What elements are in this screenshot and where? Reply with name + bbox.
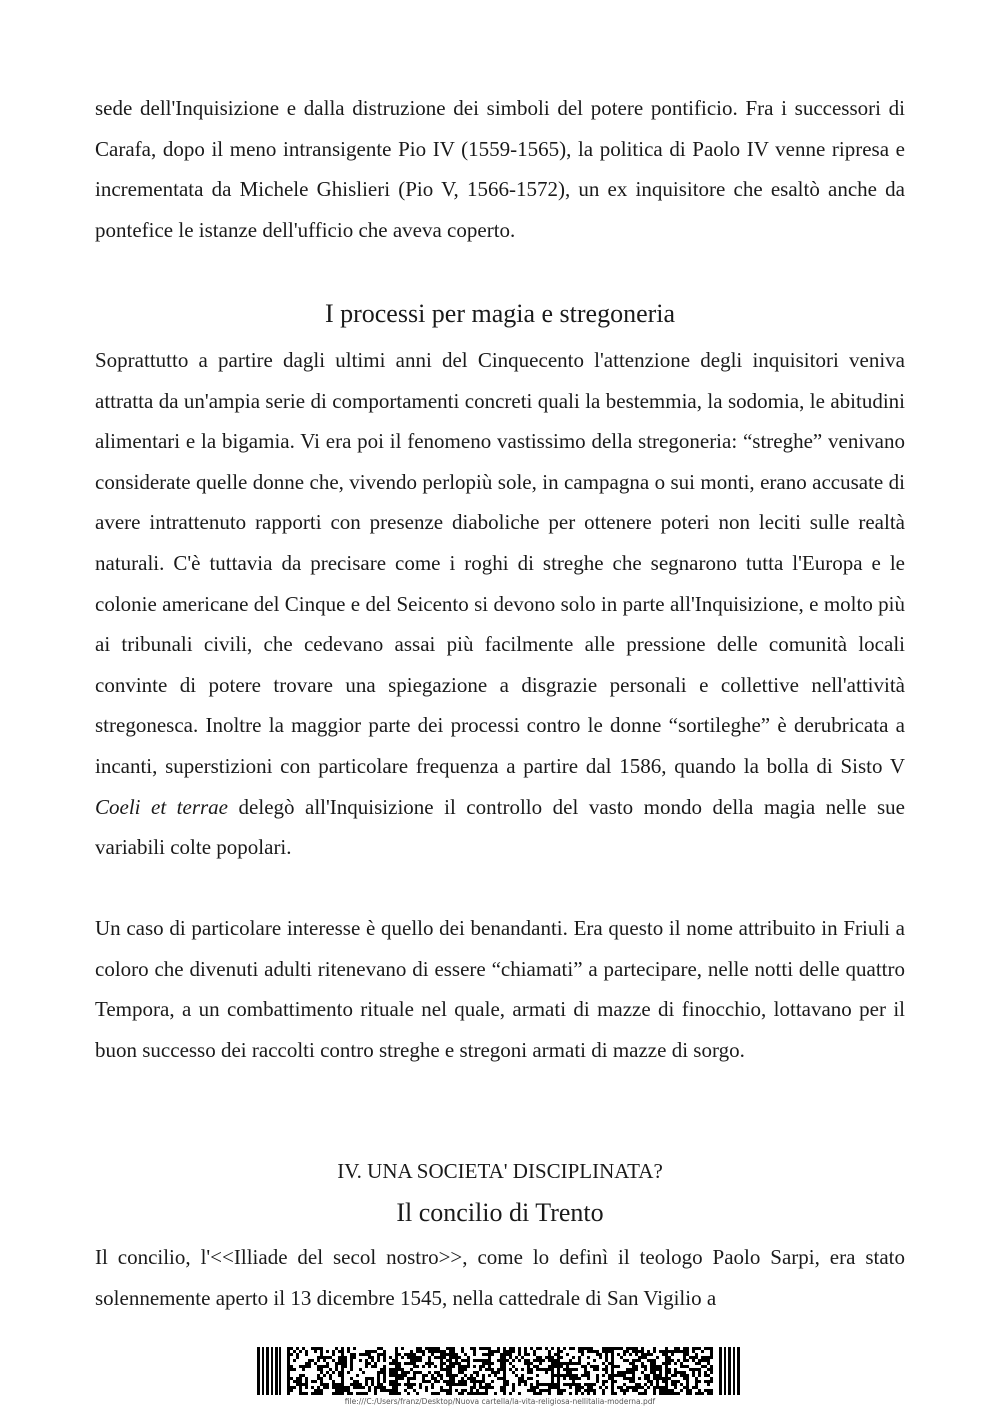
chapter-heading: IV. UNA SOCIETA' DISCIPLINATA? bbox=[337, 1159, 663, 1183]
file-path-footer: file:///C:/Users/franz/Desktop/Nuova cartella/la-vita-religiosa-nellitalia-moderna.pdf bbox=[344, 1397, 656, 1406]
barcode-image bbox=[257, 1347, 742, 1395]
paragraph-text: delegò all'Inquisizione il controllo del vasto mondo della magia nelle sue variabili colte popolari. bbox=[95, 794, 905, 860]
section-heading: I processi per magia e stregoneria bbox=[324, 299, 676, 328]
subsection-heading: Il concilio di Trento bbox=[396, 1198, 604, 1227]
paragraph-council: Il concilio, l'<<Illiade del secol nostro>>, come lo definì il teologo Paolo Sarpi, era stato solennemente aperto il 13 dicembre 1545, nella cattedrale di San Vigilio a bbox=[95, 1245, 905, 1310]
paragraph-inquisition-popes: sede dell'Inquisizione e dalla distruzione dei simboli del potere pontificio. Fra i successori di Carafa, dopo il meno intransigente Pio IV (1559-1565), la politica di Paolo IV venne ripresa e incrementata da Michele Ghislieri (Pio V, 1566-1572), un ex inquisitore che esaltò anche da pontefice le istanze dell'ufficio che aveva coperto. bbox=[95, 96, 905, 242]
paragraph-benandanti: Un caso di particolare interesse è quello dei benandanti. Era questo il nome attribuito in Friuli a coloro che divenuti adulti ritenevano di essere “chiamati” a partecipare, nelle notti delle quattro Tempora, a un combattimento rituale nel quale, armati di mazze di finocchio, lottavano per il buon successo dei raccolti contro streghe e stregoni armati di mazze di sorgo. bbox=[95, 916, 905, 1062]
paragraph-text: Soprattutto a partire dagli ultimi anni del Cinquecento l'attenzione degli inquisitori veniva attratta da un'ampia serie di comportamenti concreti quali la bestemmia, la sodomia, le abitudini alimentari e la bigamia. Vi era poi il fenomeno vastissimo della stregoneria: “streghe” venivano considerate quelle donne che, vivendo perlopiù sole, in campagna o sui monti, erano accusate di avere intrattenuto rapporti con presenze diaboliche per ottenere poteri non leciti sulle realtà naturali. C'è tuttavia da precisare come i roghi di streghe che segnarono tutta l'Europa e le colonie americane del Cinque e del Seicento si devono solo in parte all'Inquisizione, e molto più ai tribunali civili, che cedevano assai più facilmente alle pressione delle comunità locali convinte di potere trovare una spiegazione a disgrazie personali e collettive nell'attività stregonesca. Inoltre la maggior parte dei processi contro le donne “sortileghe” è derubricata a incanti, superstizioni con particolare frequenza a partire dal 1586, quando la bolla di Sisto V bbox=[95, 348, 905, 778]
bull-title: Coeli et terrae bbox=[95, 794, 229, 819]
paragraph-witchcraft bbox=[95, 340, 905, 868]
